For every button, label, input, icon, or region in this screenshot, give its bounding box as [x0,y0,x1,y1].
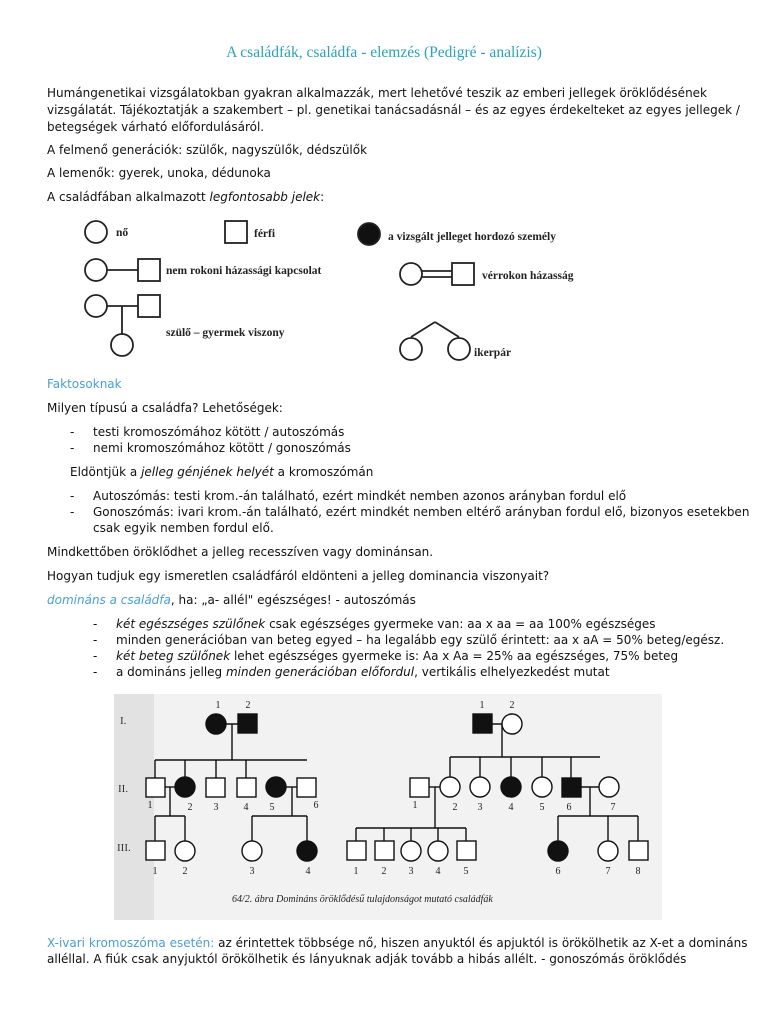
num: 1 [215,700,221,711]
symbols-intro-a: A családfában alkalmazott [47,190,210,204]
right-III-2 [375,841,394,860]
num: 4 [243,802,249,813]
num: 5 [463,866,469,877]
left-III-3 [242,841,262,861]
right-III-1 [347,841,366,860]
gen-label-3: III. [117,842,131,854]
dom-point-2: minden generációban van beteg egyed – ha legalább egy szülő érintett: aa x aA = 50% beteg/egész. [116,633,725,647]
num: 2 [182,866,188,877]
dom-dash-1: - [93,617,98,631]
legend-female: nő [116,227,129,239]
left-I-1 [206,714,226,734]
intro-line-2: vizsgálatát. Tájékoztatják a szakembert – pl. genetikai tanácsadásnál – és az egyes érdekelteket az egyes jellegek / [47,103,740,117]
right-II-3 [470,777,490,797]
dominant-label: domináns a családfa [47,593,171,607]
num: 3 [477,802,483,813]
right-II-5 [532,777,552,797]
legend-parent-child: szülő – gyermek viszony [166,327,285,339]
dom-dash-2: - [93,633,98,647]
right-III-8 [629,841,648,860]
left-II-2 [175,777,195,797]
num: 2 [187,802,193,813]
xlinked-label: X-ivari kromoszóma esetén: [47,936,215,950]
dom-dash-4: - [93,665,98,679]
type-item-2: nemi kromoszómához kötött / gonoszómás [93,441,351,455]
note-gonosomal-1: Gonoszómás: ivari krom.-án található, ezért mindkét nemben eltérő arányban fordul elő, bizonyos esetekben [93,505,750,519]
num: 4 [435,866,441,877]
right-II-6 [562,778,581,797]
right-II-1 [410,778,429,797]
both-ways-line: Mindkettőben öröklődhet a jelleg recesszíven vagy dominánsan. [47,545,434,559]
type-dash-1: - [70,425,75,439]
num: 1 [152,866,158,877]
left-II-1 [146,778,165,797]
child-symbol [111,334,133,356]
num: 6 [566,802,572,813]
note-autosomal: Autoszómás: testi krom.-án található, ezért mindkét nemben azonos arányban fordul elő [93,489,627,503]
right-I-1 [473,714,492,733]
num: 1 [412,800,418,811]
num: 1 [147,800,153,811]
num: 1 [353,866,359,877]
legend-twins: ikerpár [474,347,512,359]
dom-point-1: két egészséges szülőnek csak egészséges gyermeke van: aa x aa = aa 100% egészséges [116,617,656,631]
parent-female-symbol [85,295,107,317]
right-III-3 [401,841,421,861]
num: 3 [249,866,255,877]
twin-2-symbol [448,338,470,360]
gen-label-2: II. [118,783,129,795]
left-III-1 [146,841,165,860]
xlinked-line-2: alléllal. A fiúk csak anyjuktól örökölhetik és lányuknak adják tovább a hibás allélt. - gonoszómás öröklődés [47,952,687,966]
xlinked-line-1: X-ivari kromoszóma esetén: az érintettek többsége nő, hiszen anyuktól és apjuktól is örökölhetik az X-et a domináns [47,936,748,950]
question-type: Milyen típusú a családfa? Lehetőségek: [47,401,283,415]
question-dominance: Hogyan tudjuk egy ismeretlen családfáról eldönteni a jelleg dominancia viszonyait? [47,569,550,583]
num: 7 [605,866,611,877]
figure-caption: 64/2. ábra Domináns öröklődésű tulajdonságot mutató családfák [232,894,493,905]
legend-consanguineous: vérrokon házasság [482,270,574,282]
num: 8 [635,866,641,877]
num: 2 [509,700,515,711]
num: 6 [313,800,319,811]
num: 6 [555,866,561,877]
note-dash-1: - [70,489,75,503]
ancestors-line: A felmenő generációk: szülők, nagyszülők, dédszülők [47,143,368,157]
page-title: A családfák, családfa - elemzés (Pedigré - analízis) [226,44,542,61]
num: 2 [245,700,251,711]
dom-dash-3: - [93,649,98,663]
consanguineous-male-symbol [452,263,474,285]
dominant-line [47,592,416,609]
intro-line-1: Humángenetikai vizsgálatokban gyakran alkalmazzák, mert lehetővé teszik az emberi jellegek öröklődésének [47,86,708,100]
right-I-2 [502,714,522,734]
decide-a: Eldöntjük a [70,465,142,479]
num: 2 [381,866,387,877]
decide-em: jelleg génjének helyét [141,465,274,479]
intro-line-3: betegségek várható előfordulásáról. [47,120,265,134]
couple-female-symbol [85,259,107,281]
right-III-6 [548,841,568,861]
legend-male: férfi [254,228,276,240]
couple-male-symbol [138,259,160,281]
gen-label-1: I. [120,715,127,727]
num: 7 [610,802,616,813]
num: 1 [479,700,485,711]
type-item-1: testi kromoszómához kötött / autoszómás [93,425,345,439]
legend-nonconsanguineous: nem rokoni házassági kapcsolat [166,265,322,277]
left-III-2 [175,841,195,861]
num: 5 [269,802,275,813]
num: 5 [539,802,545,813]
decide-line [70,464,373,481]
left-II-3 [206,778,225,797]
num: 4 [305,866,311,877]
left-II-6 [297,778,316,797]
note-dash-2: - [70,505,75,519]
twin-1-symbol [400,338,422,360]
descendants-line: A lemenők: gyerek, unoka, dédunoka [47,166,271,180]
factors-heading: Faktosoknak [47,377,122,391]
dominant-rest: , ha: „a- allél" egészséges! - autoszómás [170,593,416,607]
dom-point-3: két beteg szülőnek lehet egészséges gyermeke is: Aa x Aa = 25% aa egészséges, 75% beteg [116,649,679,663]
left-II-5 [266,777,286,797]
affected-symbol [358,223,380,245]
decide-b: a kromoszómán [273,465,374,479]
right-II-7 [599,777,619,797]
female-symbol [85,221,107,243]
right-II-4 [501,777,521,797]
symbols-intro [47,189,324,206]
left-III-4 [297,841,317,861]
symbols-intro-b: : [320,190,325,204]
num: 2 [452,802,458,813]
left-II-4 [237,778,256,797]
consanguineous-female-symbol [400,263,422,285]
right-II-2 [440,777,460,797]
type-dash-2: - [70,441,75,455]
male-symbol [225,221,247,243]
legend-affected: a vizsgált jelleget hordozó személy [388,231,556,243]
pedigree-figure [114,694,662,920]
left-I-2 [238,714,257,733]
num: 3 [213,802,219,813]
right-III-5 [457,841,476,860]
pedigree-legend [70,212,630,367]
right-III-4 [428,841,448,861]
symbols-intro-em: legfontosabb jelek [209,190,321,204]
right-III-7 [598,841,618,861]
parent-male-symbol [138,295,160,317]
dom-point-4: a domináns jelleg minden generációban előfordul, vertikális elhelyezkedést mutat [116,665,610,679]
note-gonosomal-2: csak egyik nemben fordul elő. [93,521,274,535]
num: 4 [508,802,514,813]
num: 3 [408,866,414,877]
